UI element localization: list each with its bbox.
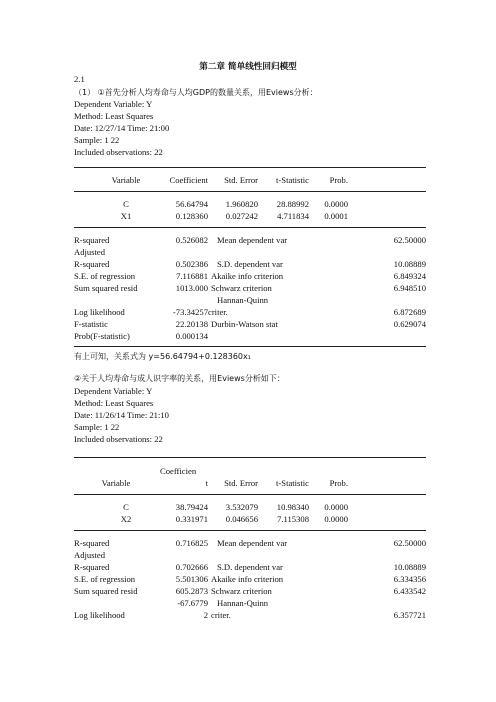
stat-value: 0.629074 [393,319,426,329]
part2-col-variable: Variable [101,478,131,488]
stat-label: criter. [208,307,228,317]
part2-table-top-rule [74,457,426,458]
table-row-cell: X2 [120,514,132,524]
part2-dependent-variable: Dependent Variable: Y [74,386,153,396]
stat-value: 6.849324 [393,271,426,281]
table-row-cell: 28.88992 [276,199,309,209]
stat-value: 22.20138 [175,319,208,329]
part1-col-variable: Variable [111,175,141,185]
table-row-cell: 0.0001 [324,211,348,221]
table-row-cell: C [123,502,129,512]
part1-table-bottom-rule [74,346,426,347]
part2-method: Method: Least Squares [74,398,154,408]
table-row-cell: 0.027242 [225,211,258,221]
table-row-cell: 0.0000 [324,514,348,524]
stat-label: Durbin-Watson stat [211,319,278,329]
part1-method: Method: Least Squares [74,111,154,121]
part1-observations: Included observations: 22 [74,147,163,157]
part1-table-header-rule [74,191,426,192]
stat-value: 0.502386 [175,259,208,269]
stat-value: 1013.000 [175,283,208,293]
stat-label: Log likelihood [74,307,125,317]
table-row-cell: 7.115308 [277,514,309,524]
part1-col-t-statistic: t-Statistic [276,175,309,185]
part1-date: Date: 12/27/14 Time: 21:00 [74,123,170,133]
stat-label: Akaike info criterion [211,271,284,281]
table-row-cell: 10.98340 [276,502,309,512]
chapter-title: 第二章 简单线性回归模型 [199,62,297,72]
table-row-cell: 0.128360 [175,211,208,221]
part2-observations: Included observations: 22 [74,434,163,444]
stat-value: 605.2873 [175,586,208,596]
part1-col-std-error: Std. Error [224,175,258,185]
part2-intro: ②关于人均寿命与成人识字率的关系，用Eviews分析如下： [74,374,285,383]
table-row-cell: 56.64794 [175,199,208,209]
stat-label: S.D. dependent var [217,259,283,269]
stat-label: Mean dependent var [217,538,288,548]
part2-col-prob: Prob. [329,478,348,488]
stat-label: S.E. of regression [74,574,136,584]
stat-label: Schwarz criterion [211,283,272,293]
stat-value: 6.948510 [393,283,426,293]
stat-label: R-squared [74,562,110,572]
stat-label: Sum squared resid [74,586,138,596]
part1-conclusion: 有上可知，关系式为 y=56.64794+0.128360x₁ [74,352,251,361]
stat-label: Hannan-Quinn [217,598,269,608]
stat-value: 10.08889 [393,562,426,572]
stat-label: F-statistic [74,319,108,329]
stat-value: 0.702666 [175,562,208,572]
part1-dependent-variable: Dependent Variable: Y [74,99,153,109]
part2-col-coefficient-top: Coefficien [160,466,197,476]
section-number: 2.1 [74,74,85,84]
part2-col-t-statistic: t-Statistic [276,478,309,488]
stat-value: -67.6779 [177,598,208,608]
stat-label: Adjusted [74,550,106,560]
table-row-cell: 4.711834 [277,211,309,221]
table-row-cell: X1 [120,211,132,221]
stat-label: Prob(F-statistic) [74,331,130,341]
stat-value: 6.334356 [393,574,426,584]
part1-coef-bottom-rule [74,227,426,228]
stat-value: 10.08889 [393,259,426,269]
stat-value: 6.433542 [393,586,426,596]
part1-col-prob: Prob. [329,175,348,185]
stat-value: 6.872689 [393,307,426,317]
stat-label: S.E. of regression [74,271,136,281]
stat-label: Mean dependent var [217,235,288,245]
stat-value: 2 [203,610,208,620]
part2-col-coefficient-bottom: t [205,478,208,488]
stat-value: 0.526082 [175,235,208,245]
part2-col-std-error: Std. Error [224,478,258,488]
table-row-cell: 1.960820 [225,199,258,209]
stat-value: 5.501306 [175,574,208,584]
stat-value: 62.50000 [393,235,426,245]
stat-label: Schwarz criterion [211,586,272,596]
stat-label: R-squared [74,259,110,269]
stat-value: 7.116881 [176,271,208,281]
table-row-cell: 3.532079 [225,502,258,512]
stat-label: Hannan-Quinn [217,295,269,305]
stat-label: S.D. dependent var [217,562,283,572]
table-row-cell: 0.0000 [324,199,348,209]
stat-value: 0.000134 [175,331,208,341]
part2-sample: Sample: 1 22 [74,422,120,432]
part1-table-top-rule [74,167,426,168]
stat-label: Log likelihood [74,610,125,620]
stat-label: Akaike info criterion [211,574,284,584]
part2-table-header-rule [74,494,426,495]
part2-coef-bottom-rule [74,530,426,531]
part2-date: Date: 11/26/14 Time: 21:10 [74,410,169,420]
stat-label: criter. [211,610,231,620]
table-row-cell: 0.331971 [175,514,208,524]
stat-value: 62.50000 [393,538,426,548]
table-row-cell: C [123,199,129,209]
stat-value: 0.716825 [175,538,208,548]
table-row-cell: 0.0000 [324,502,348,512]
table-row-cell: 38.79424 [175,502,208,512]
table-row-cell: 0.046656 [225,514,258,524]
stat-label: R-squared [74,235,110,245]
stat-label: Adjusted [74,247,106,257]
stat-value: -73.34257 [172,307,208,317]
part1-sample: Sample: 1 22 [74,135,120,145]
stat-label: R-squared [74,538,110,548]
part1-intro: （1） ①首先分析人均寿命与人均GDP的数量关系，用Eviews分析： [74,88,318,97]
part1-col-coefficient: Coefficient [169,175,208,185]
stat-label: Sum squared resid [74,283,138,293]
stat-value: 6.357721 [393,610,426,620]
